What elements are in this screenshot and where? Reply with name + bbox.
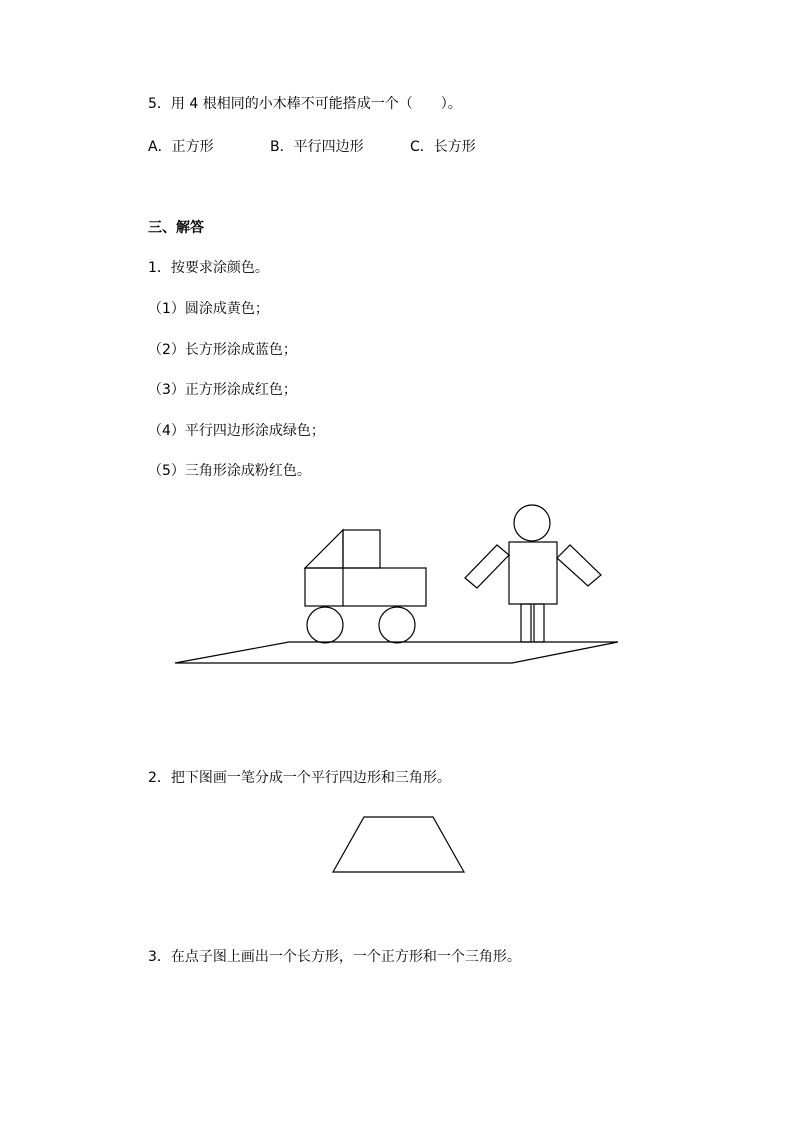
question-1-item-1: （1）圆涂成黄色； (148, 301, 269, 317)
question-1-item-3: （3）正方形涂成红色； (148, 382, 297, 398)
trapezoid-shape (333, 817, 464, 872)
question-2-text: 2．把下图画一笔分成一个平行四边形和三角形。 (148, 770, 451, 786)
section-heading: 三、解答 (148, 220, 204, 236)
question-3-text: 3．在点子图上画出一个长方形，一个正方形和一个三角形。 (148, 949, 521, 965)
question-1-item-2: （2）长方形涂成蓝色； (148, 342, 297, 358)
question-1-text: 1．按要求涂颜色。 (148, 260, 269, 276)
question-1-item-5: （5）三角形涂成粉红色。 (148, 463, 311, 479)
question-1-item-4: （4）平行四边形涂成绿色； (148, 423, 325, 439)
question-5-text: 5．用 4 根相同的小木棒不可能搭成一个（ ）。 (148, 96, 462, 112)
option-b: B．平行四边形 (270, 139, 364, 155)
option-a: A．正方形 (148, 139, 214, 155)
option-c: C．长方形 (410, 139, 476, 155)
